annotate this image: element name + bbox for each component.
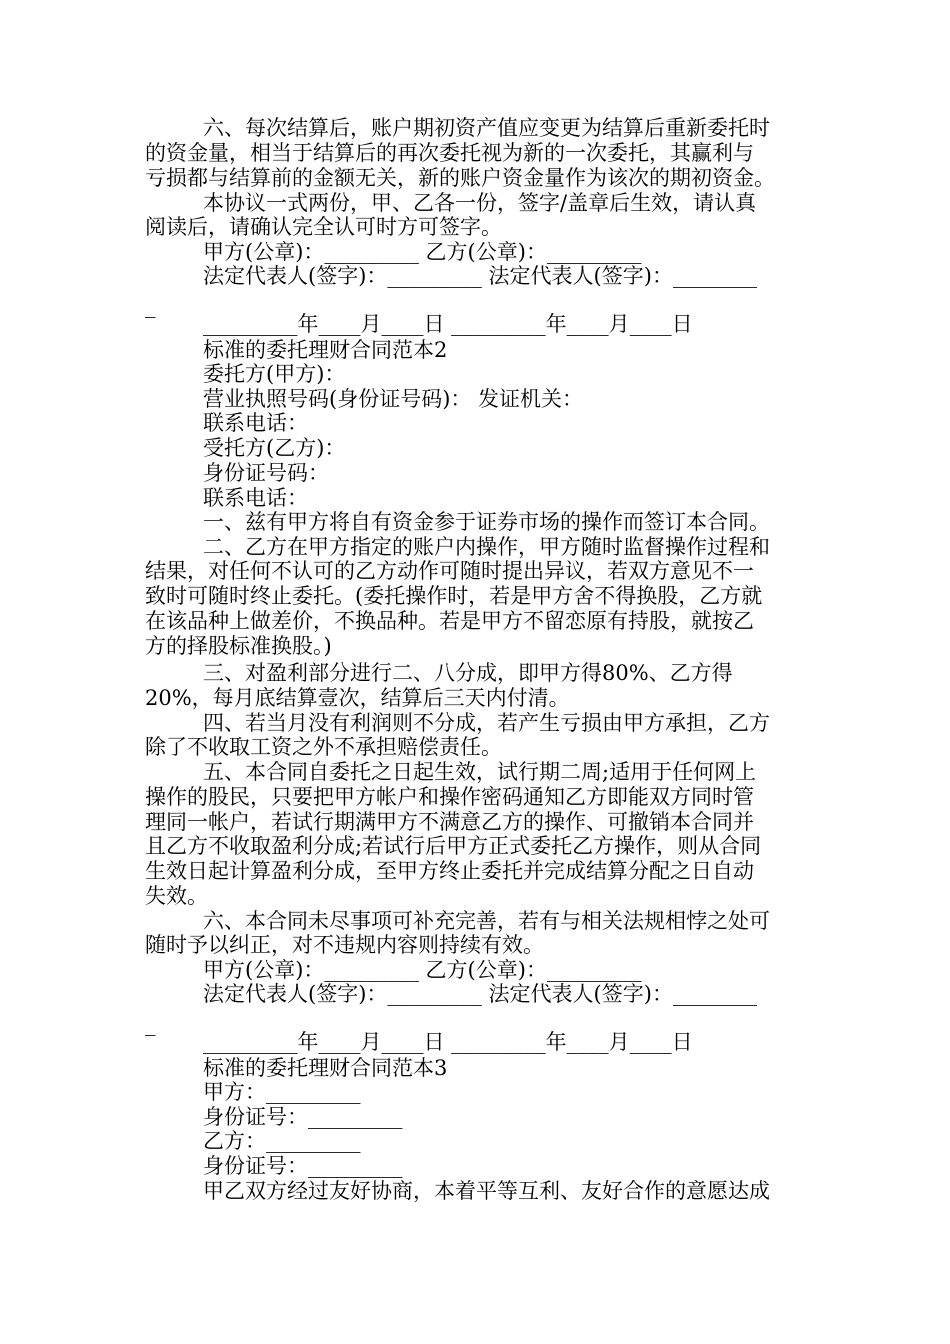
document-line: 甲方(公章)：_________ 乙方(公章)：_________ — [203, 958, 642, 982]
document-line: _________年____月____日 _________年____月____日 — [203, 1030, 693, 1054]
document-line: 的资金量，相当于结算后的再次委托视为新的一次委托，其赢利与 — [145, 141, 754, 165]
document-line: 且乙方不收取盈利分成;若试行后甲方正式委托乙方操作，则从合同 — [145, 834, 762, 858]
document-line: 随时予以纠正，对不违规内容则持续有效。 — [145, 933, 544, 957]
document-line: 法定代表人(签字)：_________ 法定代表人(签字)：________ — [203, 982, 757, 1006]
document-line: 法定代表人(签字)：_________ 法定代表人(签字)：________ — [203, 264, 757, 288]
document-line: 生效日起计算盈利分成，至甲方终止委托并完成结算分配之日自动 — [145, 859, 754, 883]
document-line: _ — [145, 294, 156, 318]
document-line: _________年____月____日 _________年____月____日 — [203, 312, 693, 336]
document-line: 甲方：_________ — [203, 1080, 361, 1104]
document-line: 三、对盈利部分进行二、八分成，即甲方得80%、乙方得 — [203, 661, 733, 685]
document-line: 亏损都与结算前的金额无关，新的账户资金量作为该次的期初资金。 — [145, 166, 775, 190]
document-line: 本协议一式两份，甲、乙各一份，签字/盖章后生效，请认真 — [203, 191, 757, 215]
document-line: 甲乙双方经过友好协商，本着平等互利、友好合作的意愿达成 — [203, 1179, 770, 1203]
document-line: 营业执照号码(身份证号码)： 发证机关： — [203, 387, 584, 411]
document-line: 身份证号：_________ — [203, 1105, 403, 1129]
document-line: 身份证号：_________ — [203, 1154, 403, 1178]
document-line: 操作的股民，只要把甲方帐户和操作密码通知乙方即能双方同时管 — [145, 785, 754, 809]
document-line: 联系电话： — [203, 411, 308, 435]
document-line: 20%，每月底结算壹次，结算后三天内付清。 — [145, 686, 570, 710]
document-line: 标准的委托理财合同范本3 — [203, 1056, 448, 1080]
document-line: 除了不收取工资之外不承担赔偿责任。 — [145, 735, 502, 759]
document-line: 六、本合同未尽事项可补充完善，若有与相关法规相悖之处可 — [203, 909, 770, 933]
document-line: 乙方：_________ — [203, 1129, 361, 1153]
document-line: 在该品种上做差价，不换品种。若是甲方不留恋原有持股，就按乙 — [145, 609, 754, 633]
document-line: 身份证号码： — [203, 461, 329, 485]
document-line: 致时可随时终止委托。(委托操作时，若是甲方舍不得换股，乙方就 — [145, 584, 763, 608]
document-line: _ — [145, 1012, 156, 1036]
document-line: 六、每次结算后，账户期初资产值应变更为结算后重新委托时 — [203, 116, 770, 140]
document-line: 四、若当月没有利润则不分成，若产生亏损由甲方承担，乙方 — [203, 711, 770, 735]
document-line: 结果，对任何不认可的乙方动作可随时提出异议，若双方意见不一 — [145, 559, 754, 583]
document-line: 理同一帐户，若试行期满甲方不满意乙方的操作、可撤销本合同并 — [145, 810, 754, 834]
document-line: 阅读后，请确认完全认可时方可签字。 — [145, 215, 502, 239]
document-line: 委托方(甲方)： — [203, 362, 346, 386]
document-line: 标准的委托理财合同范本2 — [203, 338, 448, 362]
document-line: 甲方(公章)：_________ 乙方(公章)：_________ — [203, 240, 642, 264]
document-line: 失效。 — [145, 884, 208, 908]
document-line: 受托方(乙方)： — [203, 436, 346, 460]
document-line: 二、乙方在甲方指定的账户内操作，甲方随时监督操作过程和 — [203, 535, 770, 559]
document-line: 方的择股标准换股。) — [145, 634, 332, 658]
document-line: 联系电话： — [203, 486, 308, 510]
document-line: 一、兹有甲方将自有资金参于证券市场的操作而签订本合同。 — [203, 510, 770, 534]
document-line: 五、本合同自委托之日起生效，试行期二周;适用于任何网上 — [203, 760, 757, 784]
